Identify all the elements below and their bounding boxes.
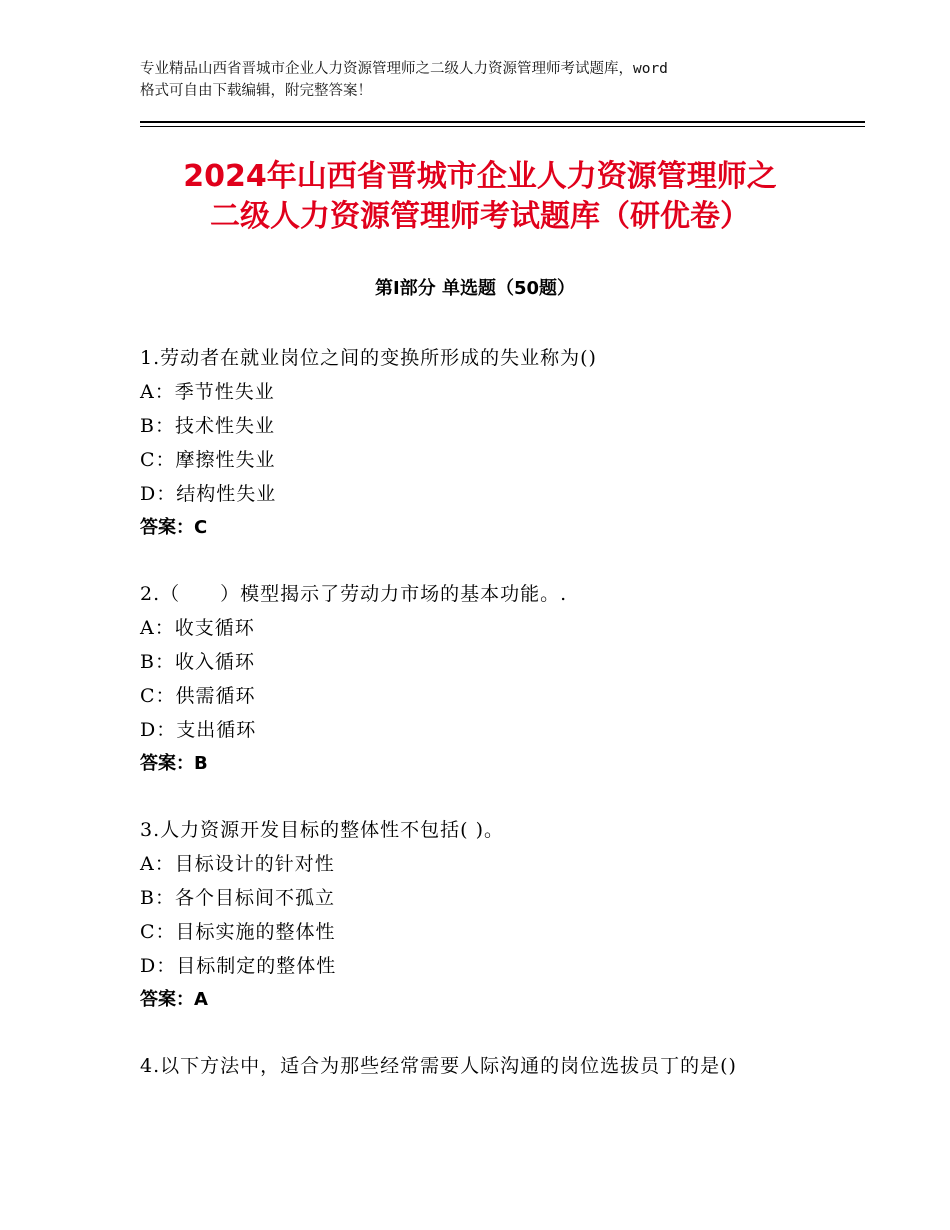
option-a: A：目标设计的针对性 <box>140 853 335 875</box>
option-a: A：季节性失业 <box>140 381 275 403</box>
question-stem: 4.以下方法中，适合为那些经常需要人际沟通的岗位选拔员丁的是() <box>140 1055 737 1077</box>
question-stem: 3.人力资源开发目标的整体性不包括( )。 <box>140 819 504 841</box>
question-stem: 2.（ ）模型揭示了劳动力市场的基本功能。. <box>140 583 568 605</box>
header-note-line-2: 格式可自由下载编辑，附完整答案！ <box>140 83 372 99</box>
option-b: B：收入循环 <box>140 651 255 673</box>
header-note-line-1: 专业精品山西省晋城市企业人力资源管理师之二级人力资源管理师考试题库，word <box>140 61 668 77</box>
question-1 <box>140 341 860 545</box>
answer: 答案：A <box>140 989 208 1010</box>
answer: 答案：B <box>140 753 208 774</box>
option-d: D：结构性失业 <box>140 483 277 505</box>
option-c: C：摩擦性失业 <box>140 449 276 471</box>
answer: 答案：C <box>140 517 208 538</box>
header-note <box>140 58 830 102</box>
question-3 <box>140 813 860 1017</box>
question-4 <box>140 1049 860 1083</box>
document-title <box>100 157 860 237</box>
option-d: D：支出循环 <box>140 719 257 741</box>
header-rule-thin <box>140 126 865 127</box>
option-b: B：技术性失业 <box>140 415 275 437</box>
question-list <box>140 341 860 1115</box>
section-title: 第Ⅰ部分 单选题（50题） <box>374 278 575 299</box>
question-stem: 1.劳动者在就业岗位之间的变换所形成的失业称为() <box>140 347 597 369</box>
header-rule-thick <box>140 121 865 123</box>
document-title-line-1: 2024年山西省晋城市企业人力资源管理师之 <box>183 159 777 194</box>
document-title-line-2: 二级人力资源管理师考试题库（研优卷） <box>210 199 750 234</box>
question-2 <box>140 577 860 781</box>
option-a: A：收支循环 <box>140 617 255 639</box>
option-c: C：目标实施的整体性 <box>140 921 336 943</box>
option-d: D：目标制定的整体性 <box>140 955 337 977</box>
option-b: B：各个目标间不孤立 <box>140 887 335 909</box>
option-c: C：供需循环 <box>140 685 256 707</box>
